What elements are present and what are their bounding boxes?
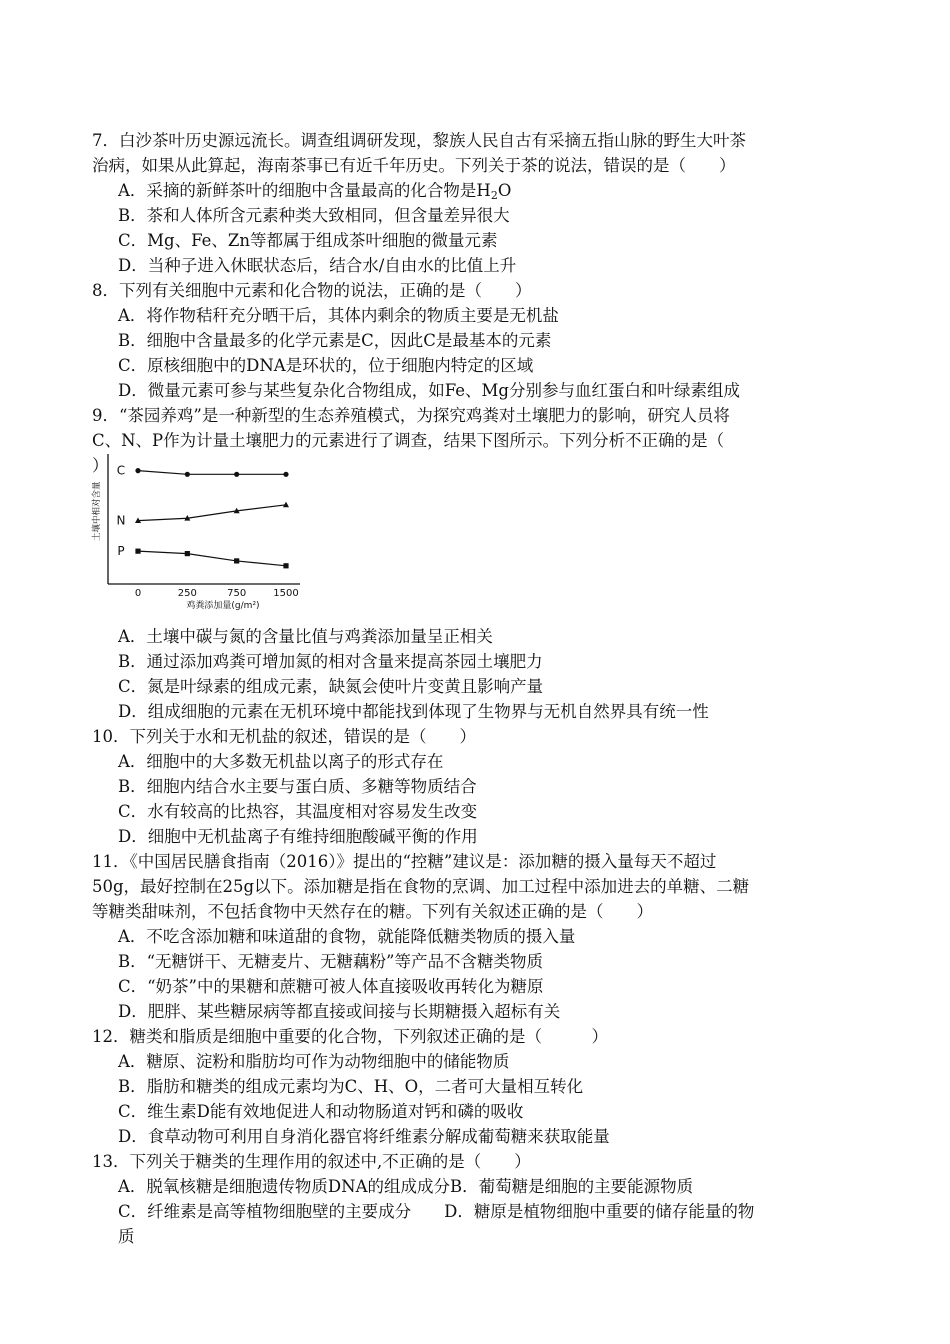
q7-stem-line-1: 7．白沙茶叶历史源远流长。调查组调研发现，黎族人民自古有采摘五指山脉的野生大叶茶 (92, 131, 746, 150)
q11-option-c: C．“奶茶”中的果糖和蔗糖可被人体直接吸收再转化为糖原 (118, 977, 544, 996)
data-point-P-1500 (283, 563, 288, 568)
q8-stem-line-1: 8．下列有关细胞中元素和化合物的说法，正确的是（ ） (92, 281, 532, 300)
series-N (117, 502, 289, 528)
q10-option-b: B．细胞内结合水主要与蛋白质、多糖等物质结合 (118, 777, 477, 796)
series-C (117, 464, 289, 478)
q7-option-b: B．茶和人体所含元素种类大致相同，但含量差异很大 (118, 206, 510, 225)
q11-stem-line-1: 11．《中国居民膳食指南（2016）》提出的“控糖”建议是：添加糖的摄入量每天不超过 (92, 852, 717, 871)
q11-option-b: B．“无糖饼干、无糖麦片、无糖藕粉”等产品不含糖类物质 (118, 952, 543, 971)
q10-option-c: C．水有较高的比热容，其温度相对容易发生改变 (118, 802, 478, 821)
q9-option-b: B．通过添加鸡粪可增加氮的相对含量来提高茶园土壤肥力 (118, 652, 543, 671)
series-label-P: P (117, 544, 125, 559)
q12-option-c: C．维生素D能有效地促进人和动物肠道对钙和磷的吸收 (118, 1102, 524, 1121)
x-tick-label-250: 250 (177, 588, 197, 599)
q7-option-a-subscript: 2 (490, 189, 498, 202)
data-point-P-0 (135, 549, 140, 554)
q7-option-a-tail: O (497, 181, 512, 200)
q8-option-d: D．微量元素可参与某些复杂化合物组成，如Fe、Mg分别参与血红蛋白和叶绿素组成 (118, 381, 740, 400)
q8-option-b: B．细胞中含量最多的化学元素是C，因此C是最基本的元素 (118, 331, 552, 350)
q12-option-b: B．脂肪和糖类的组成元素均为C、H、O，二者可大量相互转化 (118, 1077, 584, 1096)
x-tick-label-750: 750 (227, 588, 247, 599)
q8-option-c: C．原核细胞中的DNA是环状的，位于细胞内特定的区域 (118, 356, 534, 375)
series-line-P (138, 551, 286, 566)
q7-option-c: C．Mg、Fe、Zn等都属于组成茶叶细胞的微量元素 (118, 231, 498, 250)
q12-stem-line-1: 12．糖类和脂质是细胞中重要的化合物，下列叙述正确的是（ ） (92, 1027, 608, 1046)
q9-stem-line-3: ） (92, 456, 109, 475)
q7-option-d: D．当种子进入休眠状态后，结合水/自由水的比值上升 (118, 256, 517, 275)
q9-option-d: D．组成细胞的元素在无机环境中都能找到体现了生物界与无机自然界具有统一性 (118, 702, 709, 721)
q12-option-d: D．食草动物可利用自身消化器官将纤维素分解成葡萄糖来获取能量 (118, 1127, 610, 1146)
data-point-C-250 (185, 472, 190, 477)
series-label-C: C (116, 463, 126, 478)
q11-option-d: D．肥胖、某些糖尿病等都直接或间接与长期糖摄入超标有关 (118, 1002, 561, 1021)
series-line-N (138, 505, 286, 521)
q9-option-c: C．氮是叶绿素的组成元素，缺氮会使叶片变黄且影响产量 (118, 677, 544, 696)
q11-stem-line-2: 50g，最好控制在25g以下。添加糖是指在食物的烹调、加工过程中添加进去的单糖、二糖 (92, 877, 750, 896)
x-tick-label-1500: 1500 (273, 588, 299, 599)
q7-stem-line-2: 治病，如果从此算起，海南茶事已有近千年历史。下列关于茶的说法，错误的是（ ） (92, 156, 736, 175)
series-line-C (138, 471, 286, 475)
data-point-P-750 (234, 558, 239, 563)
x-tick-label-0: 0 (134, 588, 142, 599)
q13-stem-line-1: 13．下列关于糖类的生理作用的叙述中,不正确的是（ ） (92, 1152, 531, 1171)
q8-option-a: A．将作物秸秆充分晒干后，其体内剩余的物质主要是无机盐 (118, 306, 559, 325)
data-point-C-1500 (283, 472, 288, 477)
q9-stem-line-2: C、N、P作为计量土壤肥力的元素进行了调查，结果下图所示。下列分析不正确的是（ (92, 431, 725, 450)
data-point-C-750 (234, 472, 239, 477)
q11-stem-line-3: 等糖类甜味剂，不包括食物中天然存在的糖。下列有关叙述正确的是（ ） (92, 902, 653, 921)
chart-xlabel: 鸡粪添加量(g/m²) (186, 601, 260, 611)
q13-options-ab: A．脱氧核糖是细胞遗传物质DNA的组成成分B．葡萄糖是细胞的主要能源物质 (118, 1177, 694, 1196)
data-point-N-1500 (283, 502, 289, 508)
q10-stem-line-1: 10．下列关于水和无机盐的叙述，错误的是（ ） (92, 727, 476, 746)
series-label-N: N (116, 513, 126, 528)
q13-options-cd: C．纤维素是高等植物细胞壁的主要成分 D．糖原是植物细胞中重要的储存能量的物 (118, 1202, 755, 1221)
series-P (117, 544, 288, 568)
data-point-P-250 (185, 551, 190, 556)
q9-option-a: A．土壤中碳与氮的含量比值与鸡粪添加量呈正相关 (118, 627, 493, 646)
q10-option-a: A．细胞中的大多数无机盐以离子的形式存在 (118, 752, 444, 771)
q13-options-d-wrap: 质 (118, 1227, 135, 1246)
q12-option-a: A．糖原、淀粉和脂肪均可作为动物细胞中的储能物质 (118, 1052, 510, 1071)
q7-option-a-text: A．采摘的新鲜茶叶的细胞中含量最高的化合物是H (118, 181, 491, 200)
q10-option-d: D．细胞中无机盐离子有维持细胞酸碱平衡的作用 (118, 827, 478, 846)
chart-ylabel: 土壤中相对含量 (92, 481, 102, 541)
data-point-C-0 (135, 468, 140, 473)
q11-option-a: A．不吃含添加糖和味道甜的食物，就能降低糖类物质的摄入量 (118, 927, 576, 946)
q9-stem-line-1: 9．“茶园养鸡”是一种新型的生态养殖模式，为探究鸡粪对土壤肥力的影响，研究人员将 (92, 406, 730, 425)
soil-content-chart (88, 446, 318, 614)
